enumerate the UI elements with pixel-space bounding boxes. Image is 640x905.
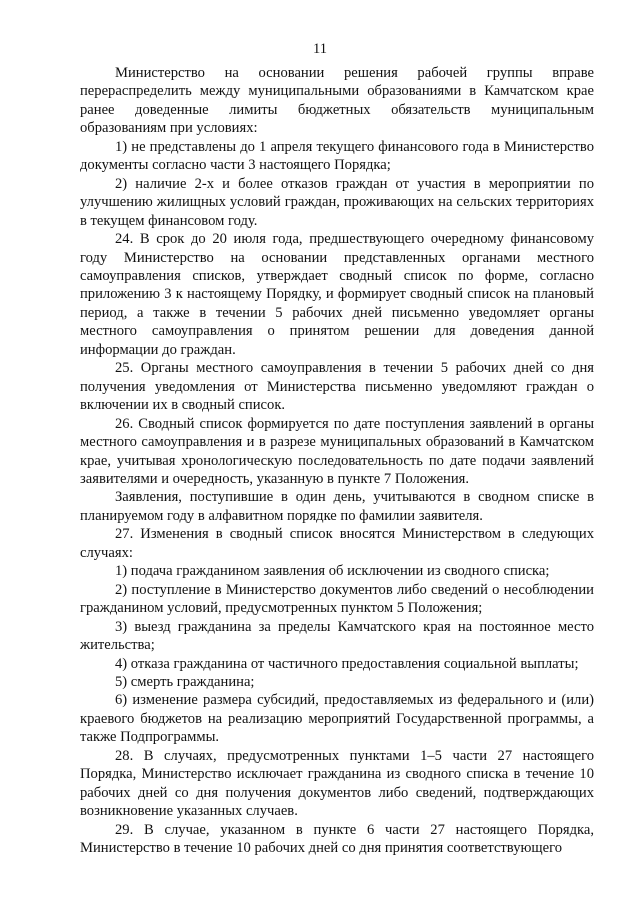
paragraph-clause-27-item-4: 4) отказа гражданина от частичного предоставления социальной выплаты; bbox=[115, 655, 579, 672]
paragraph-clause-26: 26. Сводный список формируется по дате поступления заявлений в органы местного самоуправления и в разрезе муниципальных образований в Камчатском крае, учитывая хронологическую последовательность по дате подачи заявлений заявителями и очередность, указанную в пункте 7 Положения. bbox=[80, 415, 594, 487]
page-number: 11 bbox=[313, 41, 327, 57]
document-body bbox=[80, 64, 594, 857]
paragraph-condition-1: 1) не представлены до 1 апреля текущего финансового года в Министерство документы согласно части 3 настоящего Порядка; bbox=[80, 138, 594, 174]
paragraph-condition-2: 2) наличие 2-х и более отказов граждан от участия в мероприятии по улучшению жилищных условий граждан, проживающих на сельских территориях в текущем финансовом году. bbox=[80, 175, 594, 229]
paragraph-clause-26-applications: Заявления, поступившие в один день, учитываются в сводном списке в планируемом году в алфавитном порядке по фамилии заявителя. bbox=[80, 489, 594, 524]
paragraph-intro: Министерство на основании решения рабочей группы вправе перераспределить между муниципальными образованиями в Камчатском крае ранее доведенные лимиты бюджетных обязательств муниципальным образованиям при условиях: bbox=[80, 65, 594, 137]
paragraph-clause-28: 28. В случаях, предусмотренных пунктами 1–5 части 27 настоящего Порядка, Министерство исключает гражданина из сводного списка в течение 10 рабочих дней со дня получения документов либо сведений, подтверждающих возникновение указанных случаев. bbox=[80, 747, 594, 820]
paragraph-clause-27-item-6: 6) изменение размера субсидий, предоставляемых из федерального и (или) краевого бюджетов на реализацию мероприятий Государственной программы, а также Подпрограммы. bbox=[80, 692, 594, 746]
paragraph-clause-27: 27. Изменения в сводный список вносятся Министерством в следующих случаях: bbox=[80, 526, 594, 561]
paragraph-clause-29: 29. В случае, указанном в пункте 6 части 27 настоящего Порядка, Министерство в течение 10 рабочих дней со дня принятия соответствующего bbox=[80, 821, 594, 857]
paragraph-clause-27-item-3: 3) выезд гражданина за пределы Камчатского края на постоянное место жительства; bbox=[80, 618, 594, 654]
paragraph-clause-25: 25. Органы местного самоуправления в течении 5 рабочих дней со дня получения уведомления от Министерства письменно уведомляют граждан о включении их в сводный список. bbox=[80, 360, 594, 414]
paragraph-clause-27-item-1: 1) подача гражданином заявления об исключении из сводного списка; bbox=[115, 563, 550, 580]
paragraph-clause-24: 24. В срок до 20 июля года, предшествующего очередному финансовому году Министерство на основании представленных органами местного самоуправления списков, утверждает сводный список по форме, согласно приложению 3 к настоящему Порядку, и формирует сводный список на плановый период, а также в течении 5 рабочих дней письменно уведомляет органы местного самоуправления о принятом решении для доведения данной информации до граждан. bbox=[80, 231, 594, 358]
paragraph-clause-27-item-5: 5) смерть гражданина; bbox=[115, 673, 255, 690]
paragraph-clause-27-item-2: 2) поступление в Министерство документов либо сведений о несоблюдении гражданином условий, предусмотренных пунктом 5 Положения; bbox=[80, 581, 594, 617]
